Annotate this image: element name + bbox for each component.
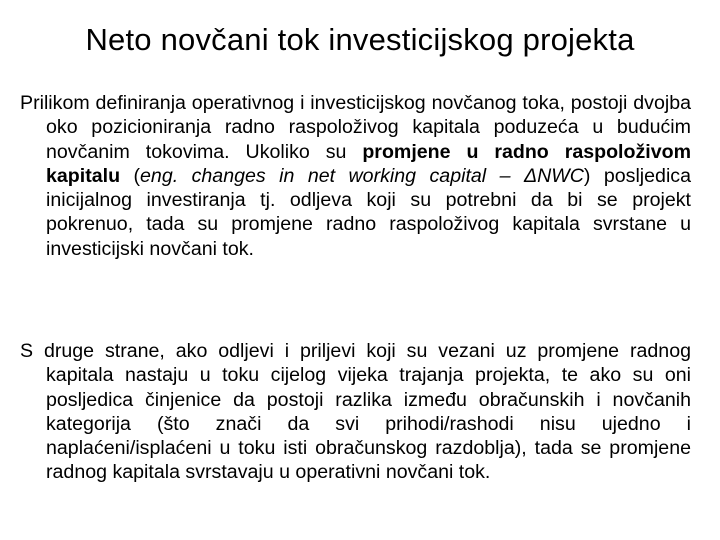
paragraph-1-bold-term: promjene u radno raspoloživom kapitalu [46,140,692,187]
paragraph-operating-cash-flow: S druge strane, ako odljevi i priljevi koji su vezani uz promjene radnog kapitala nastaju u toku cijelog vijeka trajanja projekta, te ako su oni posljedica činjenice da postoji razlika između obračunskih i novčanih kategorija (što znači da svi prihodi/rashodi nisu ujedno i naplaćeni/isplaćeni u toku isti obračunskog razdoblja), tada se promjene radnog kapitala svrstavaju u operativni novčani tok. [20,340,691,484]
slide-title: Neto novčani tok investicijskog projekta [85,22,635,57]
paragraph-1-italic-term: eng. changes in net working capital – ΔNWC [140,164,584,187]
paragraph-investment-cash-flow [20,91,691,261]
paragraph-1-open-paren: ( [120,164,141,187]
paragraph-1-text-start: Prilikom definiranja operativnog i investicijskog novčanog toka, postoji dvojba oko pozicioniranja radno raspoloživog kapitala poduzeća u budućim novčanim tokovima. Ukoliko su [20,92,691,163]
paragraph-1-text-end: ) posljedica inicijalnog investiranja tj. odljeva koji su potrebni da bi se projekt pokrenuo, tada su promjene radno raspoloživog kapitala svrstane u investicijski novčani tok. [46,164,692,260]
